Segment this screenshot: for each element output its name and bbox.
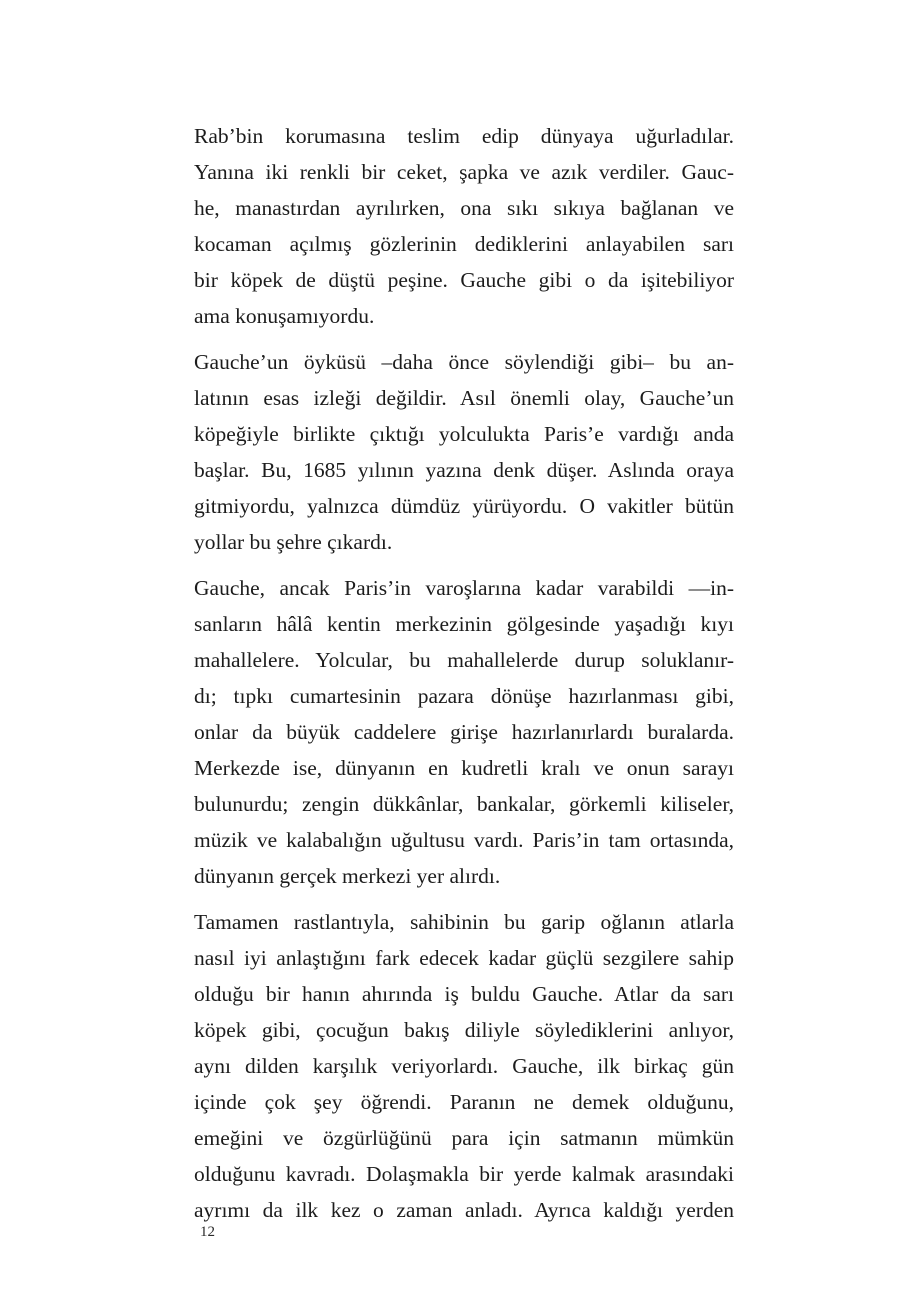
paragraph-gap (194, 894, 734, 904)
text-line: köpek gibi, çocuğun bakış diliyle söylediklerini anlıyor, (194, 1018, 734, 1042)
text-line: onlar da büyük caddelere girişe hazırlanırlardı buralarda. (194, 720, 734, 744)
text-line: Gauche’un öyküsü –daha önce söylendiği gibi– bu an- (194, 350, 734, 374)
page-number: 12 (200, 1224, 215, 1240)
text-line: dünyanın gerçek merkezi yer alırdı. (194, 864, 501, 888)
text-line: ayrımı da ilk kez o zaman anladı. Ayrıca kaldığı yerden (194, 1198, 734, 1222)
text-line: köpeğiyle birlikte çıktığı yolculukta Paris’e vardığı anda (194, 422, 734, 446)
text-line: kocaman açılmış gözlerinin dediklerini anlayabilen sarı (194, 232, 734, 256)
text-line: bir köpek de düştü peşine. Gauche gibi o da işitebiliyor (194, 268, 734, 292)
text-line: nasıl iyi anlaştığını fark edecek kadar güçlü sezgilere sahip (194, 946, 734, 970)
text-line: Rab’bin korumasına teslim edip dünyaya uğurladılar. (194, 124, 734, 148)
text-line: Yanına iki renkli bir ceket, şapka ve azık verdiler. Gauc- (194, 160, 734, 184)
text-line: bulunurdu; zengin dükkânlar, bankalar, görkemli kiliseler, (194, 792, 734, 816)
text-line: sanların hâlâ kentin merkezinin gölgesinde yaşadığı kıyı (194, 612, 734, 636)
text-line: olduğu bir hanın ahırında iş buldu Gauche. Atlar da sarı (194, 982, 734, 1006)
text-line: mahallelere. Yolcular, bu mahallelerde durup soluklanır- (194, 648, 734, 672)
paragraph (194, 344, 734, 560)
text-line: Tamamen rastlantıyla, sahibinin bu garip oğlanın atlarla (194, 910, 734, 934)
paragraph (194, 904, 734, 1228)
text-line: içinde çok şey öğrendi. Paranın ne demek olduğunu, (194, 1090, 734, 1114)
text-line: olduğunu kavradı. Dolaşmakla bir yerde kalmak arasındaki (194, 1162, 734, 1186)
body-text (194, 118, 734, 1228)
text-line: ama konuşamıyordu. (194, 304, 375, 328)
paragraph (194, 570, 734, 894)
text-line: he, manastırdan ayrılırken, ona sıkı sıkıya bağlanan ve (194, 196, 734, 220)
text-line: emeğini ve özgürlüğünü para için satmanın mümkün (194, 1126, 734, 1150)
text-line: latının esas izleği değildir. Asıl önemli olay, Gauche’un (194, 386, 734, 410)
text-line: başlar. Bu, 1685 yılının yazına denk düşer. Aslında oraya (194, 458, 734, 482)
text-line: Merkezde ise, dünyanın en kudretli kralı ve onun sarayı (194, 756, 734, 780)
paragraph (194, 118, 734, 334)
text-line: dı; tıpkı cumartesinin pazara dönüşe hazırlanması gibi, (194, 684, 734, 708)
text-line: gitmiyordu, yalnızca dümdüz yürüyordu. O vakitler bütün (194, 494, 734, 518)
text-line: Gauche, ancak Paris’in varoşlarına kadar varabildi —in- (194, 576, 734, 600)
text-line: müzik ve kalabalığın uğultusu vardı. Paris’in tam ortasında, (194, 828, 734, 852)
paragraph-gap (194, 334, 734, 344)
text-line: yollar bu şehre çıkardı. (194, 530, 393, 554)
paragraph-gap (194, 560, 734, 570)
text-line: aynı dilden karşılık veriyorlardı. Gauche, ilk birkaç gün (194, 1054, 734, 1078)
